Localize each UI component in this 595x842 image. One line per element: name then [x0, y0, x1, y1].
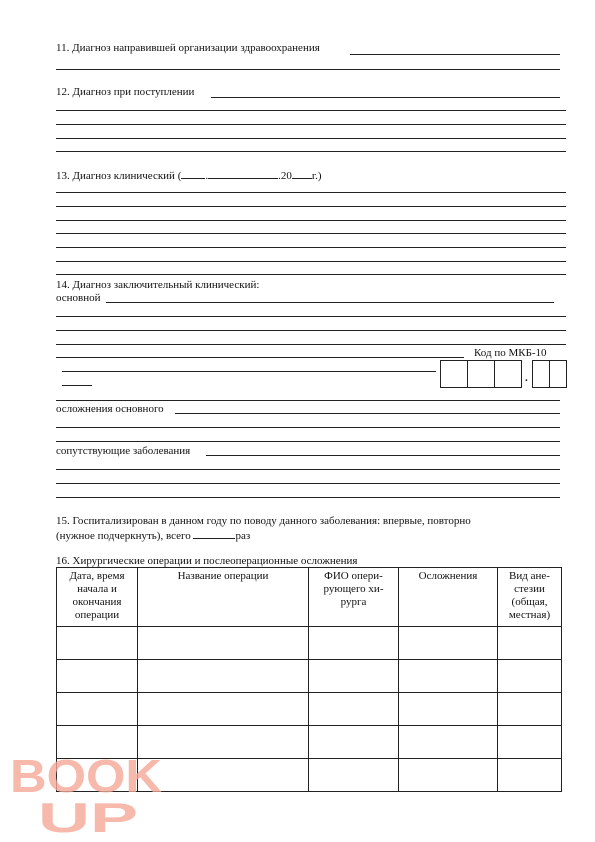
section-12-fill-line[interactable]: [211, 97, 560, 98]
comorbid-label: сопутствующие заболевания: [56, 445, 191, 457]
table-cell[interactable]: [309, 660, 399, 693]
col-header-date: Дата, время начала и окончания операции: [57, 568, 138, 627]
month-field[interactable]: [208, 168, 278, 179]
table-row: [57, 693, 562, 726]
table-cell[interactable]: [309, 693, 399, 726]
main-diagnosis-line[interactable]: [56, 316, 566, 317]
section-15-line2-suffix: раз: [235, 530, 251, 542]
table-cell[interactable]: [309, 627, 399, 660]
section-14-label: 14. Диагноз заключительный клинический:: [56, 279, 260, 291]
section-11-label: 11. Диагноз направившей организации здравоохранения: [56, 42, 320, 54]
year-suffix: г.): [311, 170, 322, 182]
comorbid-line[interactable]: [56, 497, 560, 498]
main-diagnosis-line[interactable]: [56, 330, 566, 331]
date-dot: .: [205, 170, 209, 182]
comorbid-line[interactable]: [56, 469, 560, 470]
hospitalization-count-field[interactable]: [193, 528, 235, 539]
section-12-line[interactable]: [56, 110, 566, 111]
mkb-code-dot: .: [525, 372, 528, 384]
table-cell[interactable]: [399, 660, 498, 693]
complications-line[interactable]: [56, 427, 560, 428]
table-cell[interactable]: [498, 759, 562, 792]
section-15-line2: [56, 528, 250, 543]
section-13-line[interactable]: [56, 261, 566, 262]
day-field[interactable]: [181, 168, 205, 179]
table-cell[interactable]: [399, 693, 498, 726]
col-header-surgeon: ФИО опери- рующего хи- рурга: [309, 568, 399, 627]
main-diagnosis-fill-line[interactable]: [106, 302, 554, 303]
section-12-line[interactable]: [56, 124, 566, 125]
table-cell[interactable]: [498, 660, 562, 693]
table-cell[interactable]: [399, 627, 498, 660]
col-header-operation: Название операции: [138, 568, 309, 627]
mkb-code-cell-4[interactable]: [532, 360, 550, 388]
mkb-code-cell-5[interactable]: [549, 360, 567, 388]
table-cell[interactable]: [498, 693, 562, 726]
section-15-line2-prefix: (нужное подчеркнуть), всего: [56, 530, 191, 542]
comorbid-line[interactable]: [56, 483, 560, 484]
section-13-line[interactable]: [56, 247, 566, 248]
table-cell[interactable]: [498, 627, 562, 660]
col-header-anesthesia: Вид ане- стезии (общая, местная): [498, 568, 562, 627]
section-12-label: 12. Диагноз при поступлении: [56, 86, 195, 98]
section-13-line[interactable]: [56, 274, 566, 275]
section-11-line[interactable]: [56, 69, 560, 70]
bookup-watermark-logo: [8, 748, 168, 838]
table-row: [57, 627, 562, 660]
watermark-line1: BOOK: [10, 750, 162, 802]
table-cell[interactable]: [399, 759, 498, 792]
mkb-code-cell-3[interactable]: [494, 360, 522, 388]
main-diagnosis-line[interactable]: [62, 371, 436, 372]
main-diagnosis-short-line[interactable]: [62, 385, 92, 386]
table-row: [57, 660, 562, 693]
complications-label: осложнения основного: [56, 403, 164, 415]
year-field[interactable]: [292, 168, 312, 179]
table-cell[interactable]: [57, 693, 138, 726]
main-diagnosis-line[interactable]: [56, 400, 560, 401]
section-12-line[interactable]: [56, 151, 566, 152]
section-13-label: [56, 168, 322, 183]
main-diagnosis-line[interactable]: [56, 357, 464, 358]
section-11-fill-line[interactable]: [350, 54, 560, 55]
table-cell[interactable]: [138, 627, 309, 660]
section-13-line[interactable]: [56, 192, 566, 193]
complications-line[interactable]: [56, 441, 560, 442]
table-cell[interactable]: [57, 627, 138, 660]
section-13-line[interactable]: [56, 206, 566, 207]
complications-fill-line[interactable]: [175, 413, 560, 414]
table-cell[interactable]: [498, 726, 562, 759]
table-cell[interactable]: [309, 759, 399, 792]
table-cell[interactable]: [138, 660, 309, 693]
table-cell[interactable]: [309, 726, 399, 759]
mkb-code-cell-1[interactable]: [440, 360, 468, 388]
year-prefix: .20: [278, 170, 292, 182]
section-13-line[interactable]: [56, 220, 566, 221]
comorbid-fill-line[interactable]: [206, 455, 560, 456]
table-cell[interactable]: [57, 660, 138, 693]
table-cell[interactable]: [138, 693, 309, 726]
watermark-line2: UP: [38, 794, 138, 838]
col-header-complications: Осложнения: [399, 568, 498, 627]
main-diagnosis-label: основной: [56, 292, 101, 304]
section-16-title: 16. Хирургические операции и послеоперационные осложнения: [56, 555, 358, 567]
mkb-code-label: Код по МКБ-10: [474, 347, 547, 359]
main-diagnosis-line[interactable]: [56, 344, 566, 345]
mkb-code-cell-2[interactable]: [467, 360, 495, 388]
section-13-label-prefix: 13. Диагноз клинический (: [56, 170, 182, 182]
table-cell[interactable]: [399, 726, 498, 759]
operations-table-header: [57, 568, 562, 627]
section-13-line[interactable]: [56, 233, 566, 234]
section-15-line1: 15. Госпитализирован в данном году по поводу данного заболевания: впервые, повторно: [56, 515, 471, 527]
section-12-line[interactable]: [56, 138, 566, 139]
